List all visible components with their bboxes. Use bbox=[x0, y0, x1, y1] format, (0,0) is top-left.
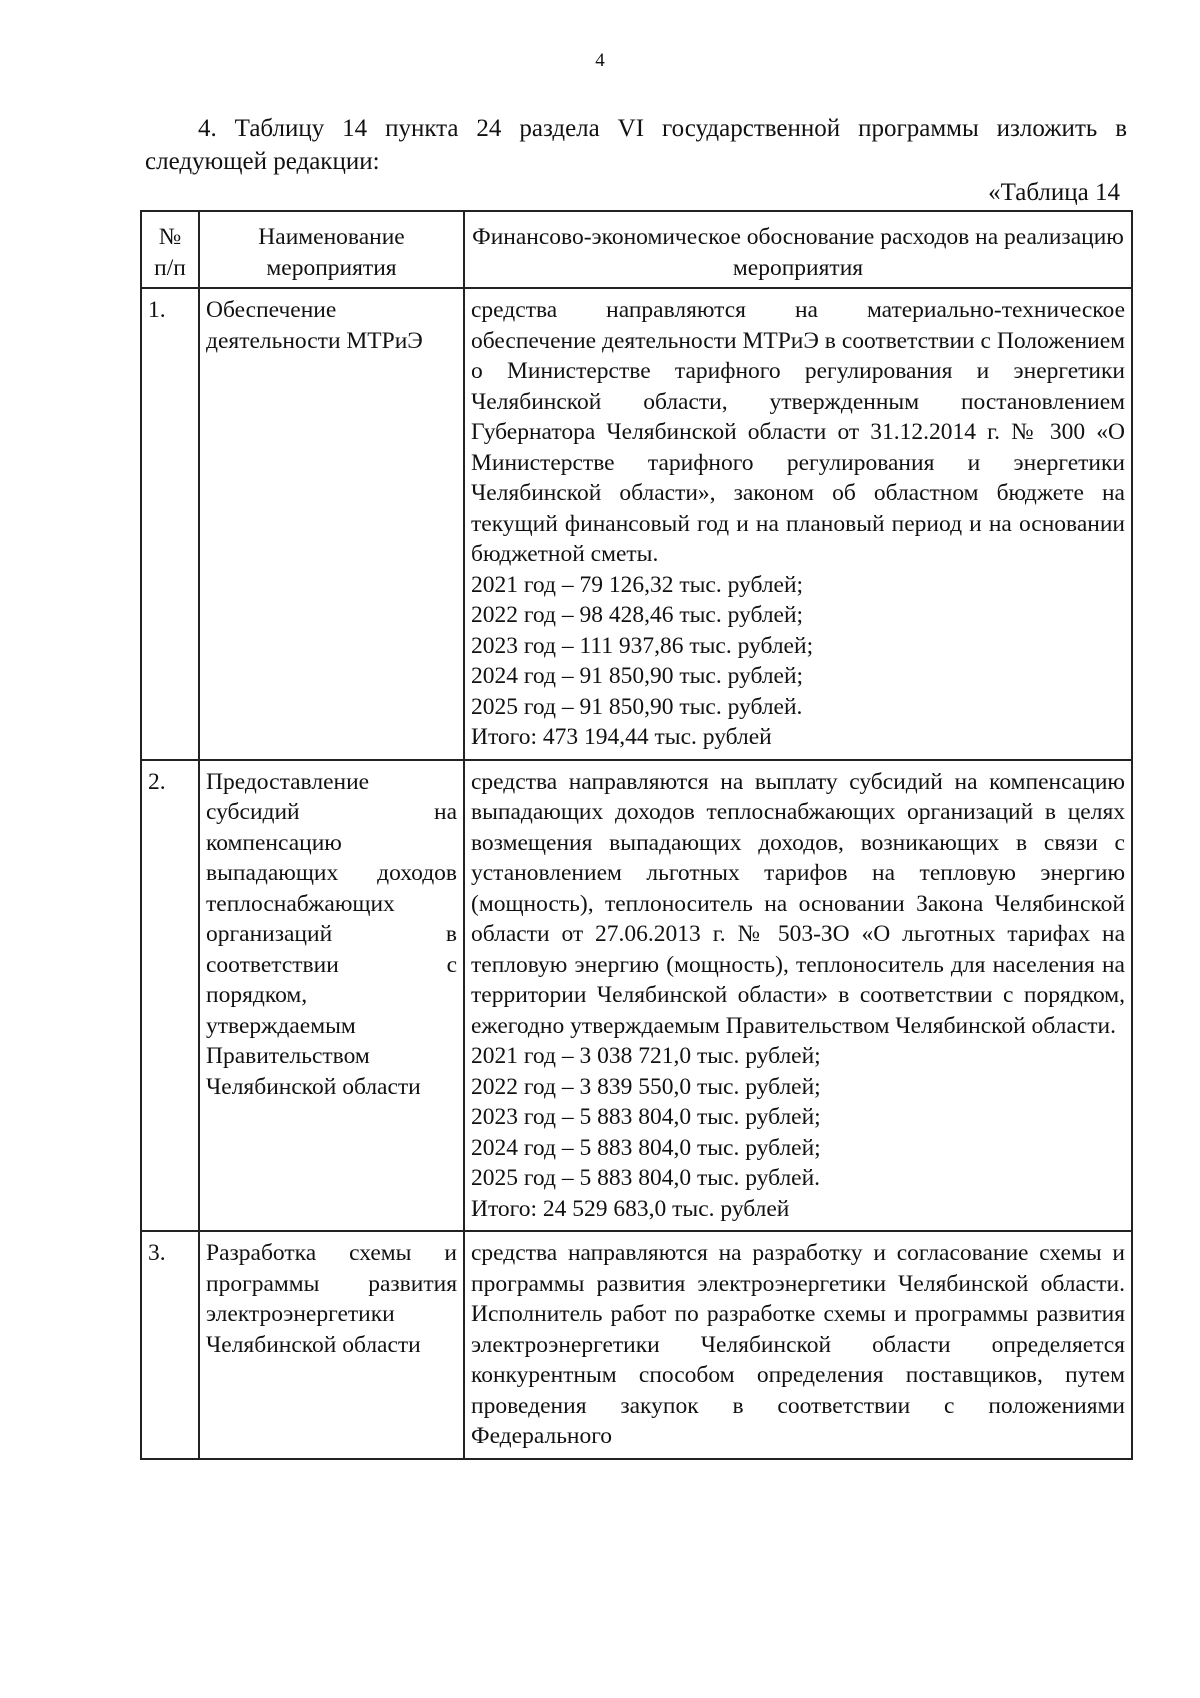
amount-line: 2024 год – 5 883 804,0 тыс. рублей; bbox=[471, 1134, 821, 1161]
row-number: 2. bbox=[141, 760, 199, 1232]
amount-line: 2025 год – 5 883 804,0 тыс. рублей. bbox=[471, 1165, 821, 1191]
row-description-text: средства направляются на материально-техническое обеспечение деятельности МТРиЭ в соответствии с Положением о Министерстве тарифного регулирования и энергетики Челябинской области, утвержденным постановлением Губернатора Челябинской области от 31.12.2014 г. № 300 «О Министерстве тарифного регулирования и энергетики Челябинской области», законом об областном бюджете на текущий финансовый год и на плановый период и на основании бюджетной сметы. bbox=[471, 297, 1125, 567]
row-description bbox=[464, 760, 1132, 1232]
header-name: Наименование мероприятия bbox=[199, 211, 464, 288]
table-row bbox=[141, 1231, 1132, 1459]
row-description bbox=[464, 288, 1132, 760]
table-label: «Таблица 14 bbox=[988, 179, 1120, 206]
row-description-text: средства направляются на разработку и согласование схемы и программы развития электроэнергетики Челябинской области. Исполнитель работ по разработке схемы и программы развития электроэнергетики Челябинской области определяется конкурентным способом определения поставщиков, путем проведения закупок в соответствии с положениями Федерального bbox=[471, 1240, 1125, 1449]
amount-line: 2023 год – 5 883 804,0 тыс. рублей; bbox=[471, 1104, 821, 1130]
financial-table bbox=[140, 210, 1133, 1460]
table-row bbox=[141, 288, 1132, 760]
intro-paragraph: 4. Таблицу 14 пункта 24 раздела VI государственной программы изложить в следующей редакции: bbox=[145, 115, 1127, 175]
amount-line: 2023 год – 111 937,86 тыс. рублей; bbox=[471, 632, 814, 659]
row-name: Предоставление субсидий на компенсацию выпадающих доходов теплоснабжающих организаций в соответствии с порядком, утверждаемым Правительством Челябинской области bbox=[199, 760, 464, 1232]
total-line: Итого: 24 529 683,0 тыс. рублей bbox=[471, 1195, 790, 1222]
table-row bbox=[141, 760, 1132, 1232]
page-number: 4 bbox=[595, 50, 605, 71]
header-desc: Финансово-экономическое обоснование расходов на реализацию мероприятия bbox=[464, 211, 1132, 288]
amount-line: 2022 год – 3 839 550,0 тыс. рублей; bbox=[471, 1073, 821, 1100]
row-description bbox=[464, 1231, 1132, 1459]
amount-line: 2022 год – 98 428,46 тыс. рублей; bbox=[471, 602, 804, 628]
amount-line: 2024 год – 91 850,90 тыс. рублей; bbox=[471, 663, 804, 689]
row-name: Разработка схемы и программы развития электроэнергетики Челябинской области bbox=[199, 1231, 464, 1459]
total-line: Итого: 473 194,44 тыс. рублей bbox=[471, 724, 772, 750]
header-num: № п/п bbox=[141, 211, 199, 288]
table-header-row bbox=[141, 211, 1132, 288]
row-description-text: средства направляются на выплату субсидий на компенсацию выпадающих доходов теплоснабжающих организаций в целях возмещения выпадающих доходов, возникающих в связи с установлением льготных тарифов на тепловую энергию (мощность), теплоноситель на основании Закона Челябинской области от 27.06.2013 г. № 503-ЗО «О льготных тарифах на тепловую энергию (мощность), теплоноситель для населения на территории Челябинской области» в соответствии с порядком, ежегодно утверждаемым Правительством Челябинской области. bbox=[471, 768, 1125, 1039]
row-number: 1. bbox=[141, 288, 199, 760]
amount-line: 2025 год – 91 850,90 тыс. рублей. bbox=[471, 693, 803, 720]
row-number: 3. bbox=[141, 1231, 199, 1459]
amount-line: 2021 год – 3 038 721,0 тыс. рублей; bbox=[471, 1043, 821, 1069]
amount-line: 2021 год – 79 126,32 тыс. рублей; bbox=[471, 571, 804, 598]
row-name: Обеспечение деятельности МТРиЭ bbox=[199, 288, 464, 760]
